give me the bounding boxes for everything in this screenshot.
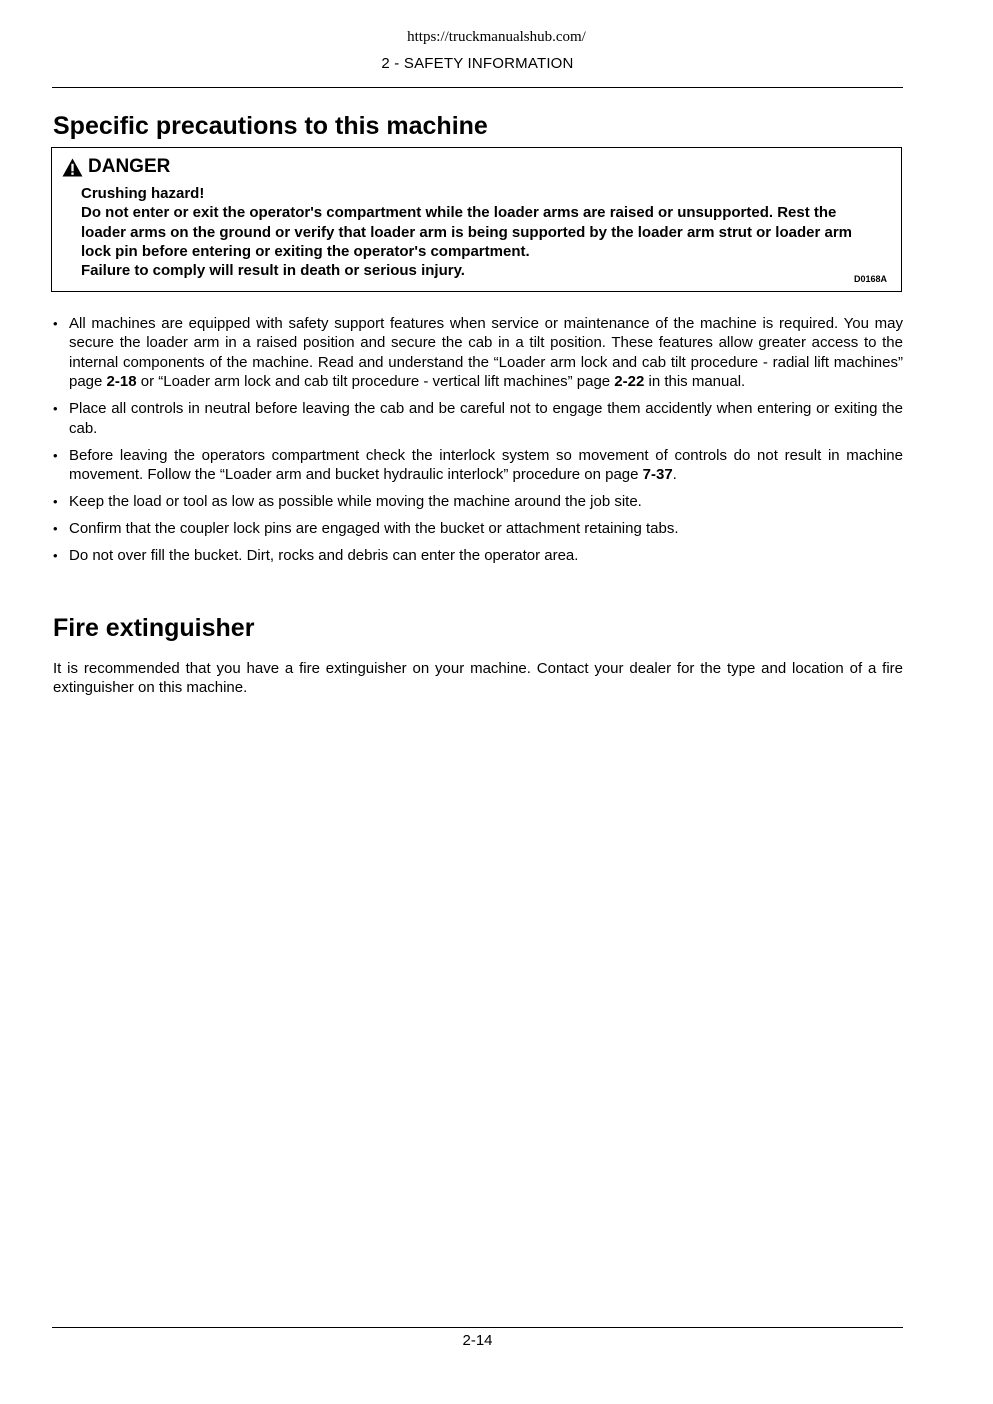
list-item	[53, 399, 903, 438]
list-item	[53, 492, 903, 511]
bullet-text: in this manual.	[644, 373, 746, 391]
source-url: https://truckmanualshub.com/	[407, 29, 586, 45]
danger-line-consequence: Failure to comply will result in death or serious injury.	[81, 262, 465, 280]
running-header: 2 - SAFETY INFORMATION	[381, 55, 574, 72]
list-item	[53, 546, 903, 565]
bullet-text: Place all controls in neutral before leaving the cab and be careful not to engage them accidently when entering or exiting the cab.	[69, 400, 903, 437]
list-item	[53, 314, 903, 392]
bullet-icon: •	[53, 401, 58, 417]
bullet-text: Confirm that the coupler lock pins are engaged with the bucket or attachment retaining tabs.	[69, 520, 679, 538]
page-number: 2-14	[462, 1332, 493, 1349]
danger-code: D0168A	[853, 274, 887, 284]
section-title-fire-extinguisher: Fire extinguisher	[53, 614, 255, 642]
bullet-text: Do not over fill the bucket. Dirt, rocks and debris can enter the operator area.	[69, 547, 579, 565]
warning-triangle-icon	[62, 158, 83, 177]
list-item	[53, 519, 903, 538]
bullet-icon: •	[53, 494, 58, 510]
page-reference: 2-18	[106, 373, 137, 391]
bullet-icon: •	[53, 447, 58, 463]
page-reference: 7-37	[642, 466, 673, 484]
fire-extinguisher-paragraph: It is recommended that you have a fire extinguisher on your machine. Contact your dealer for the type and location of a fire extinguisher on this machine.	[53, 660, 903, 697]
danger-box	[51, 147, 902, 292]
list-item	[53, 446, 903, 485]
danger-label: DANGER	[88, 156, 171, 177]
bullet-text: Before leaving the operators compartment check the interlock system so movement of controls do not result in machine movement. Follow the “Loader arm and bucket hydraulic interlock” procedure on page	[69, 446, 903, 484]
bullet-text: Keep the load or tool as low as possible while moving the machine around the job site.	[69, 493, 642, 511]
bullet-text: .	[672, 466, 677, 484]
page-reference: 2-22	[614, 373, 645, 391]
precautions-list	[53, 314, 903, 573]
danger-line-instruction: Do not enter or exit the operator's compartment while the loader arms are raised or unsupported. Rest the loader arms on the ground or verify that loader arm is being supported by the loader arm strut or loader arm lock pin before entering or exiting the operator's compartment.	[81, 204, 852, 260]
danger-message	[81, 184, 881, 280]
header-rule	[52, 87, 903, 88]
danger-line-hazard: Crushing hazard!	[81, 185, 205, 202]
footer-rule	[52, 1327, 903, 1328]
bullet-icon: •	[53, 548, 58, 564]
bullet-text: or “Loader arm lock and cab tilt procedure - vertical lift machines” page	[136, 373, 615, 391]
danger-heading	[62, 156, 170, 178]
bullet-icon: •	[53, 316, 58, 331]
section-title-precautions: Specific precautions to this machine	[53, 112, 488, 140]
bullet-icon: •	[53, 521, 58, 537]
bullet-text: All machines are equipped with safety support features when service or maintenance of the machine is required. You may secure the loader arm in a raised position and secure the cab in a tilt position. These features allow greater access to the internal components of the machine. Read and understand the “Loader arm lock and cab tilt procedure - radial lift machines” page	[69, 315, 903, 391]
